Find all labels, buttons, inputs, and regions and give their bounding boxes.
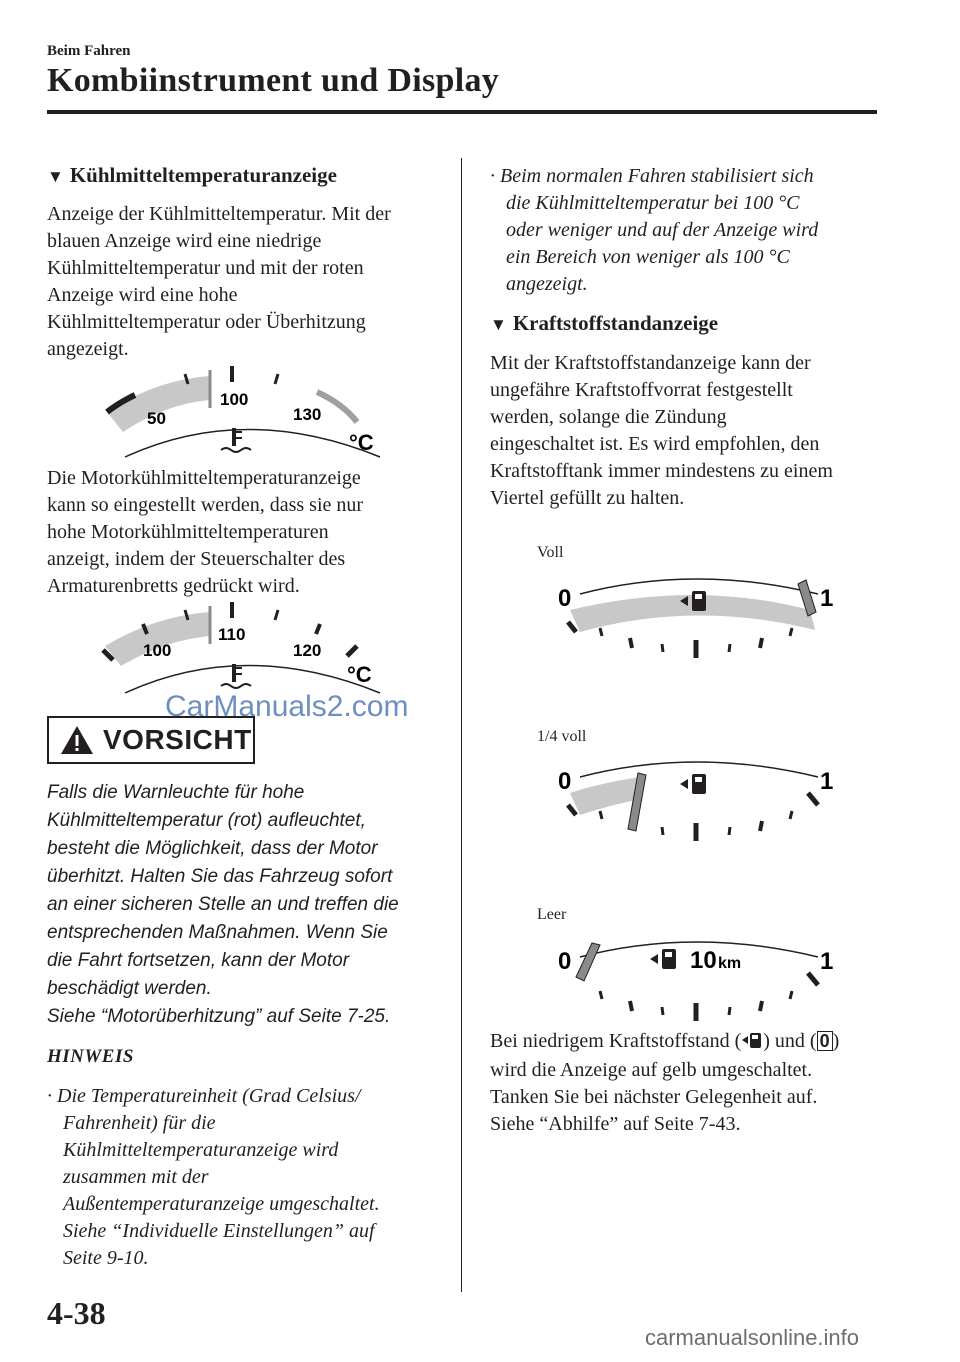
text-line: Kühlmitteltemperatur oder Überhitzung <box>47 311 366 333</box>
note-text <box>47 1083 457 1272</box>
gauge-hot-band <box>317 392 357 422</box>
tick <box>790 628 792 636</box>
text-line: eingeschaltet ist. Es wird empfohlen, den <box>490 433 820 455</box>
text-line: werden, solange die Zündung <box>490 406 727 428</box>
caution-text <box>47 779 452 1031</box>
range-unit: km <box>718 955 742 972</box>
text-line: beschädigt werden. <box>47 978 212 999</box>
fuel-pump-icon <box>650 949 676 969</box>
text-line: hohe Motorkühlmitteltemperaturen <box>47 521 329 543</box>
gauge-unit: °C <box>347 662 372 687</box>
text-line: ein Bereich von weniger als 100 °C <box>506 246 790 268</box>
tick <box>729 644 730 652</box>
bullet-dot: · <box>490 165 495 187</box>
fuel-full-label: Voll <box>537 544 564 561</box>
tick <box>600 628 602 636</box>
gauge-needle <box>576 943 600 981</box>
note-label: HINWEIS <box>47 1046 134 1067</box>
fuel-pump-inline-icon <box>741 1030 763 1057</box>
fuel-heading: ▼ Kraftstoffstandanzeige <box>490 311 719 335</box>
text-line: Bei niedrigem Kraftstoffstand ( ) und ( 0 ) <box>490 1028 910 1057</box>
fuel-gauge-full <box>540 572 850 667</box>
gauge-unit: °C <box>349 430 374 455</box>
tick <box>760 821 762 831</box>
tick <box>760 1001 762 1011</box>
gauge-label-empty: 0 <box>558 768 572 795</box>
text-line: entsprechenden Maßnahmen. Wenn Sie <box>47 922 388 943</box>
bullet-dot: · <box>47 1085 52 1107</box>
gauge-label-mid: 110 <box>218 625 246 644</box>
text-line: Anzeige wird eine hohe <box>47 284 238 306</box>
fuel-empty-label: Leer <box>537 906 567 923</box>
tick <box>760 638 762 648</box>
text-line: Siehe “Motorüberhitzung” auf Seite 7-25. <box>47 1006 391 1027</box>
tick <box>600 991 602 999</box>
gauge-label-high: 130 <box>293 405 322 424</box>
text-line: ungefähre Kraftstoffvorrat festgestellt <box>490 379 793 401</box>
fuel-gauge-empty <box>540 935 850 1030</box>
triangle-icon: ▼ <box>490 315 507 334</box>
gauge-label-full: 1 <box>820 768 834 795</box>
fuel-gauge-quarter <box>540 755 850 850</box>
tick <box>275 374 278 384</box>
tick <box>729 827 730 835</box>
coolant-setting-text <box>47 465 447 600</box>
coolant-temp-icon <box>221 428 251 452</box>
coolant-gauge-high <box>95 598 395 698</box>
text-line: die Fahrt fortsetzen, kann der Motor <box>47 950 350 971</box>
warning-icon <box>59 724 95 756</box>
tick <box>316 624 320 634</box>
section-label: Beim Fahren <box>47 43 131 59</box>
coolant-note-continued <box>490 163 900 298</box>
text-line: Viertel gefüllt zu halten. <box>490 487 685 509</box>
tick <box>790 991 792 999</box>
triangle-icon: ▼ <box>47 167 64 186</box>
tick <box>600 811 602 819</box>
tick <box>662 1007 663 1015</box>
text-line: · Die Temperatureinheit (Grad Celsius/ <box>47 1083 457 1110</box>
range-value: 10 <box>690 947 717 974</box>
text-line: Siehe “Abhilfe” auf Seite 7-43. <box>490 1113 741 1135</box>
tick <box>808 793 818 805</box>
tick <box>347 646 357 656</box>
gauge-label-full: 1 <box>820 948 834 975</box>
tick <box>568 805 576 815</box>
tick <box>790 811 792 819</box>
text-line: Kühlmitteltemperatur (rot) aufleuchtet, <box>47 810 366 831</box>
coolant-temp-icon <box>221 664 251 688</box>
text-line: Mit der Kraftstoffstandanzeige kann der <box>490 352 811 374</box>
gauge-arc <box>125 430 380 458</box>
text-line: angezeigt. <box>506 273 588 295</box>
text-line: Tanken Sie bei nächster Gelegenheit auf. <box>490 1086 818 1108</box>
tick <box>275 610 278 620</box>
zero-inline-icon: 0 <box>817 1031 833 1051</box>
text-line: Fahrenheit) für die <box>63 1112 216 1134</box>
text-line: anzeigt, indem der Steuerschalter des <box>47 548 346 570</box>
warning-label: VORSICHT <box>103 724 252 755</box>
gauge-arc <box>125 666 380 694</box>
gauge-label-full: 1 <box>820 585 834 612</box>
page-number: 4-38 <box>47 1295 106 1331</box>
text-line: überhitzt. Halten Sie das Fahrzeug sofort <box>47 866 393 887</box>
coolant-heading: ▼ Kühlmitteltemperaturanzeige <box>47 163 337 187</box>
tick <box>568 622 576 632</box>
fuel-quarter-label: 1/4 voll <box>537 728 587 745</box>
fuel-intro <box>490 350 900 512</box>
text-line: Armaturenbretts gedrückt wird. <box>47 575 300 597</box>
text-line: besteht die Möglichkeit, dass der Motor <box>47 838 378 859</box>
tick <box>729 1007 730 1015</box>
fuel-low-text <box>490 1028 910 1138</box>
gauge-label-low: 50 <box>147 409 166 428</box>
tick <box>808 973 818 985</box>
text-line: wird die Anzeige auf gelb umgeschaltet. <box>490 1059 813 1081</box>
tick <box>662 644 663 652</box>
gauge-label-mid: 100 <box>220 390 249 409</box>
text-line: Außentemperaturanzeige umgeschaltet. <box>63 1193 380 1215</box>
column-divider <box>461 158 462 1292</box>
text-line: oder weniger und auf der Anzeige wird <box>506 219 819 241</box>
text-line: Die Motorkühlmitteltemperaturanzeige <box>47 467 361 489</box>
text-line: an einer sicheren Stelle an und treffen die <box>47 894 399 915</box>
text-line: blauen Anzeige wird eine niedrige <box>47 230 322 252</box>
coolant-intro <box>47 201 447 363</box>
tick <box>662 827 663 835</box>
text-line: Kühlmitteltemperaturanzeige wird <box>63 1139 339 1161</box>
text-line: Seite 9-10. <box>63 1247 149 1269</box>
text-line: die Kühlmitteltemperatur bei 100 °C <box>506 192 800 214</box>
watermark: CarManuals2.com <box>165 690 409 723</box>
text-line: Siehe “Individuelle Einstellungen” auf <box>63 1220 375 1242</box>
text-line: zusammen mit der <box>63 1166 209 1188</box>
gauge-label-high: 120 <box>293 641 322 660</box>
text-line: Anzeige der Kühlmitteltemperatur. Mit der <box>47 203 391 225</box>
text-line: Falls die Warnleuchte für hohe <box>47 782 305 803</box>
fuel-pump-icon <box>680 774 706 794</box>
coolant-gauge-standard <box>95 362 395 462</box>
tick <box>630 638 632 648</box>
tick <box>630 1001 632 1011</box>
text-line: Kraftstofftank immer mindestens zu einem <box>490 460 833 482</box>
gauge-label-empty: 0 <box>558 585 572 612</box>
header-rule <box>47 110 877 114</box>
gauge-label-empty: 0 <box>558 948 572 975</box>
site-watermark: carmanualsonline.info <box>645 1325 860 1350</box>
text-line: kann so eingestellt werden, dass sie nur <box>47 494 364 516</box>
text-line: angezeigt. <box>47 338 129 360</box>
text-line: · Beim normalen Fahren stabilisiert sich <box>490 163 900 190</box>
gauge-label-low: 100 <box>143 641 172 660</box>
text-line: Kühlmitteltemperatur und mit der roten <box>47 257 364 279</box>
warning-box <box>47 716 255 764</box>
page-title: Kombiinstrument und Display <box>47 62 500 99</box>
